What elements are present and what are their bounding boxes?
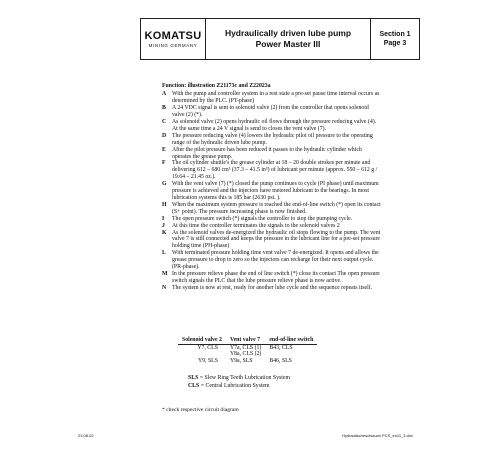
table-header-row [178, 337, 317, 344]
logo-subtext: MINING GERMANY [148, 43, 198, 48]
function-step [162, 271, 382, 285]
title-line-1: Hydraulically driven lube pump [224, 28, 352, 38]
step-text: In the pressure relieve phase the end of line switch (*) close its contact The open pressure switch signals the PLC that the lube pressure relieve phase is now active. [172, 270, 380, 284]
function-step [162, 160, 382, 181]
function-step [162, 202, 382, 216]
function-steps [162, 91, 382, 291]
table-row [178, 351, 317, 358]
step-text: A 24 VDC signal is sent to solenoid valve (2) from the controller that opens solenoid valve (2) (*). [172, 105, 369, 119]
footer-filename: Hydraulischeschlauch PCS_en11_3.doc [342, 433, 414, 438]
step-text: As solenoid valve (2) opens hydraulic oil flows through the pressure reducing valve (4). At the same time a 24 V signal is send to closes the vent valve (7). [172, 119, 377, 132]
logo [141, 19, 206, 59]
function-step [162, 105, 382, 119]
valve-table [178, 337, 317, 364]
step-text: The pressure reducing valve (4) lowers the hydraulic pilot oil pressure to the operating range of the hydraulic driven lube pump. [172, 132, 373, 146]
step-text: With the vent valve (7) (*) closed the pump continues to cycle (PI phase) until maximum pressure is achieved and the injectors have metered lubricant to the bearings. In most lubrication systems this is 185 bar (2630 psi. ). [172, 181, 379, 201]
function-step [162, 181, 382, 202]
step-letter: B [162, 105, 166, 112]
table-cell: Y9, SLS [197, 357, 218, 364]
logo-text: KOMATSU [144, 30, 202, 42]
legend-desc: = Central Lubrication System [199, 383, 270, 389]
step-text: The open pressure switch (*) signals the controller to stop the pumping cycle. [172, 215, 353, 222]
function-step [162, 250, 382, 271]
step-text: The system is now at rest, ready for another lube cycle and the sequence repeats itself. [172, 284, 373, 291]
function-step [162, 230, 382, 251]
step-letter: I [162, 215, 165, 222]
step-letter: N [162, 284, 167, 291]
step-letter: M [162, 270, 168, 277]
function-step [162, 216, 382, 223]
step-letter: A [162, 91, 167, 98]
function-step [162, 223, 382, 230]
step-text: With the pump and controller system in a rest state a pre-set pause time interval occurs as determined by the PLC. (PT-phase) [172, 91, 380, 105]
table-cell: Y9a, SLS [229, 357, 253, 364]
table-header: end-of-line switch [265, 337, 317, 344]
table-header: Solenoid valve 2 [178, 337, 226, 344]
step-text: The oil cylinder shuttle's the grease cylinder at 18 – 20 double strokes per minute and delivering 612 – 680 cm³ (37.3 – 41.5 in³) of lubricant per minute (approx. 550 – 612 g / 19.64 – 21.45 oz.). [172, 160, 378, 181]
function-title: Function: illustration Z21173c and Z22023a [162, 83, 271, 89]
section-label: Section 1 [379, 30, 411, 38]
title-line-2: Power Master III [255, 39, 321, 49]
step-letter: F [162, 160, 166, 167]
step-letter: L [162, 250, 166, 257]
legend-abbr: SLS [188, 375, 199, 381]
function-step [162, 133, 382, 147]
step-letter: E [162, 146, 166, 153]
step-text: When the maximum system pressure is reached the end-of-line switch (*) open its contact (S+ point). The pressure increasing phase is now finished. [172, 201, 381, 215]
function-step [162, 147, 382, 161]
page-label: Page 3 [383, 40, 407, 47]
step-letter: G [162, 181, 167, 188]
valve-table-wrapper [178, 337, 317, 364]
legend-sls [188, 375, 290, 382]
legend-cls [188, 383, 270, 390]
table-cell: Y7, CLS [197, 344, 218, 351]
step-letter: H [162, 201, 167, 208]
table-cell [265, 351, 317, 358]
step-text: After the pilot pressure has been reduced it passes to the hydraulic cylinder which operates the grease pump. [172, 146, 362, 160]
legend-abbr: CLS [188, 383, 200, 389]
table-row [178, 358, 317, 365]
legend-desc: = Slew Ring Teeth Lubrication System [198, 375, 290, 381]
step-text: As the solenoid valves de-energized the hydraulic oil stops flowing to the pump. The vent valve 7 is still connected and keeps the pressure in the lubricant line for a pre-set pressure holding time (PH-phase) [172, 229, 381, 250]
function-step [162, 91, 382, 105]
step-text: At this time the controller terminates the signals to the solenoid valves 2 [172, 222, 340, 229]
step-letter: D [162, 132, 167, 139]
table-cell [178, 351, 226, 358]
table-cell: B43, CLS [269, 344, 293, 351]
step-text: With terminated pressure holding time vent valve 7 de-energized. It opens and allows the grease pressure to drop to zero so the injectors can recharge for their next output cycle. (PR-phase). [172, 250, 379, 271]
table-cell: Y8a, CLS (2) [229, 351, 262, 358]
footnote: * check respective circuit diagram [162, 407, 239, 413]
section-info [371, 19, 419, 59]
table-cell: B46, SLS [269, 357, 292, 364]
step-letter: J [162, 222, 165, 229]
footer-date: 23.08.02 [78, 433, 94, 438]
step-letter: C [162, 119, 167, 126]
function-step [162, 285, 382, 292]
header-table [140, 18, 420, 60]
table-cell: Y7a, CLS (1) [229, 344, 262, 351]
function-step [162, 119, 382, 133]
step-letter: K [162, 229, 167, 236]
table-header: Vent valve 7 [226, 337, 265, 344]
function-description [162, 83, 382, 292]
document-title [206, 19, 371, 59]
